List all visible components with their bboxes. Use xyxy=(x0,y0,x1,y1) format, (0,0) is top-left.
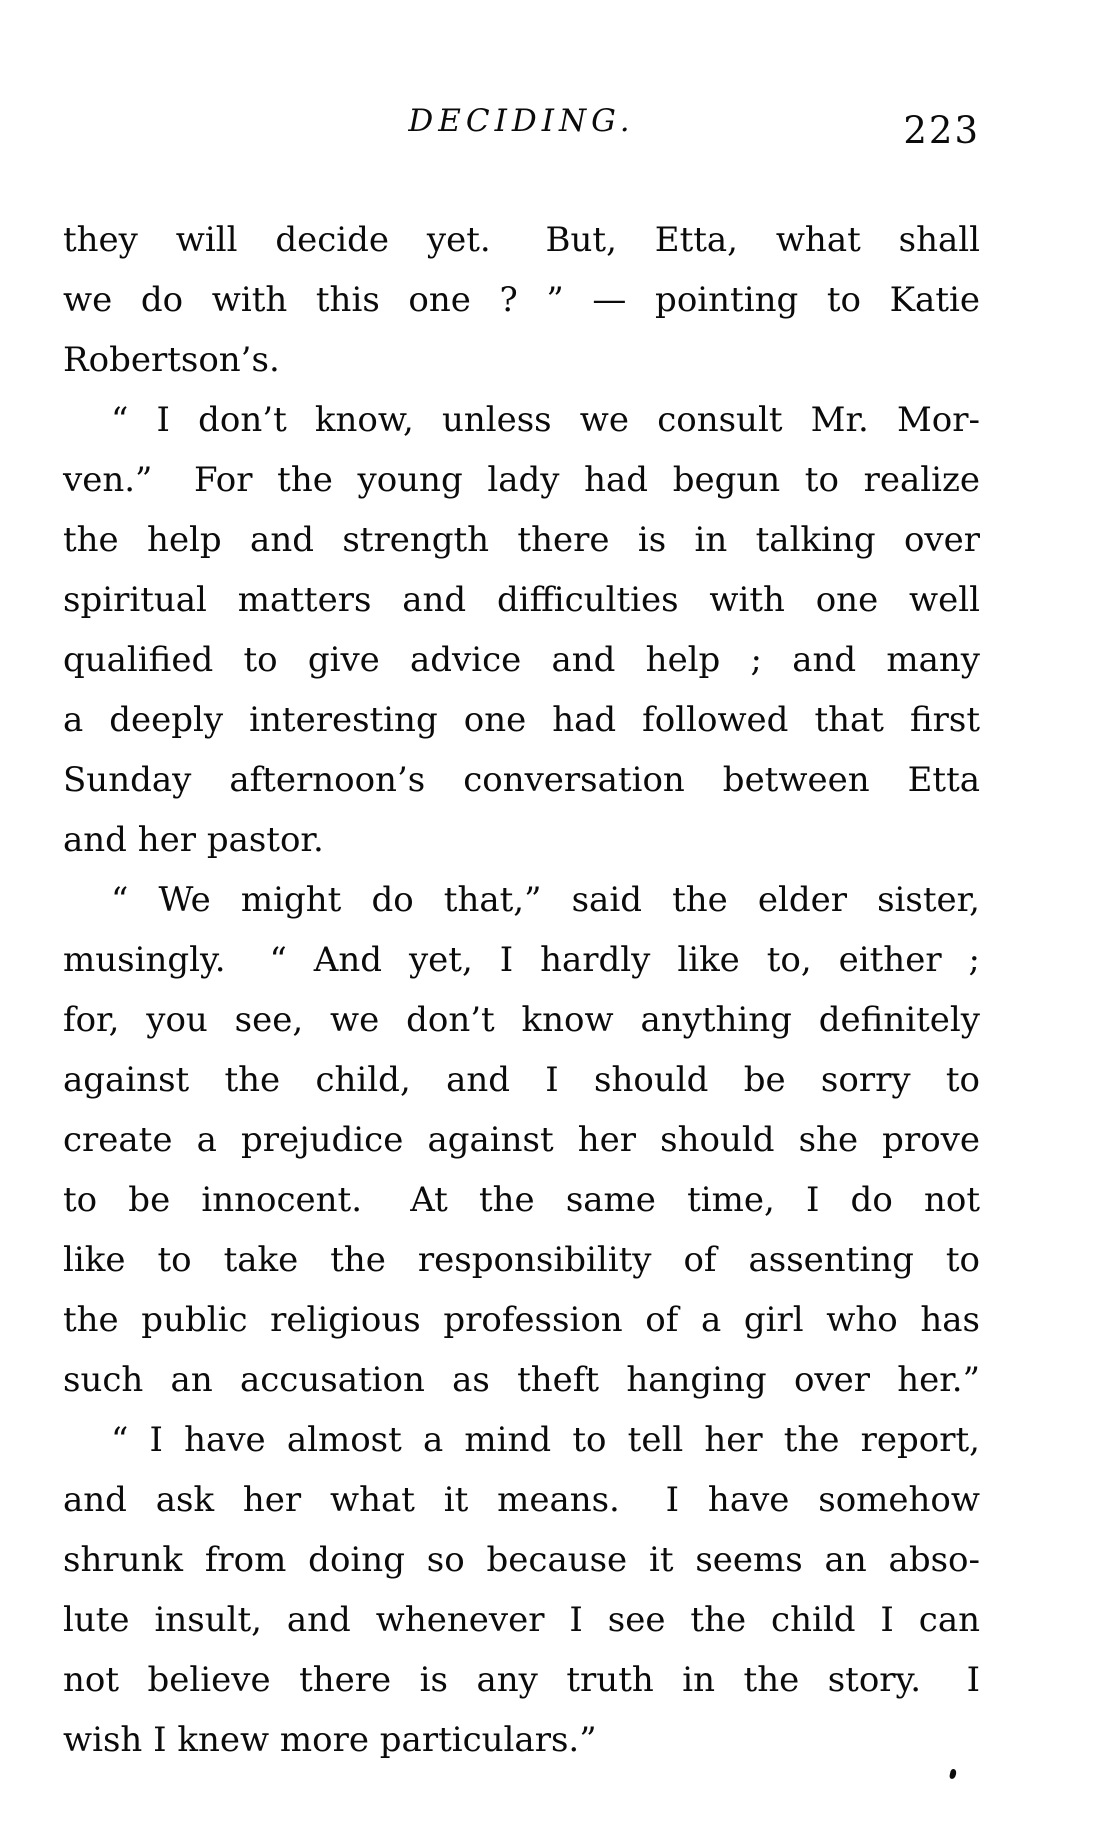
text-line: “ We might do that,” said the elder sister, xyxy=(111,880,980,920)
text-line: lute insult, and whenever I see the child I can xyxy=(63,1600,980,1640)
text-line: shrunk from doing so because it seems an abso- xyxy=(63,1540,980,1580)
text-line: against the child, and I should be sorry to xyxy=(63,1060,980,1100)
text-line: spiritual matters and difficulties with one well xyxy=(63,580,980,620)
text-line: the help and strength there is in talking over xyxy=(63,520,980,560)
text-line: like to take the responsibility of assenting to xyxy=(63,1240,980,1280)
text-line: musingly. “ And yet, I hardly like to, either ; xyxy=(63,940,980,980)
ink-speck-artifact xyxy=(949,1768,957,1779)
body-text xyxy=(63,210,980,1770)
text-line: Robertson’s. xyxy=(63,340,280,380)
text-line: “ I have almost a mind to tell her the report, xyxy=(111,1420,980,1460)
text-line: they will decide yet. But, Etta, what shall xyxy=(63,220,980,260)
text-line: wish I knew more particulars.” xyxy=(63,1720,597,1760)
text-line: to be innocent. At the same time, I do not xyxy=(63,1180,980,1220)
text-line: Sunday afternoon’s conversation between Etta xyxy=(63,760,980,800)
chapter-title: DECIDING. xyxy=(408,103,635,139)
text-line: for, you see, we don’t know anything definitely xyxy=(63,1000,980,1040)
text-line: not believe there is any truth in the story. I xyxy=(63,1660,980,1700)
text-line: we do with this one ? ” — pointing to Katie xyxy=(63,280,980,320)
text-line: create a prejudice against her should she prove xyxy=(63,1120,980,1160)
text-line: the public religious profession of a girl who has xyxy=(63,1300,980,1340)
text-line: and her pastor. xyxy=(63,820,324,860)
running-header xyxy=(63,98,980,170)
text-line: ven.” For the young lady had begun to realize xyxy=(63,460,980,500)
text-line: qualified to give advice and help ; and many xyxy=(63,640,980,680)
text-line: and ask her what it means. I have somehow xyxy=(63,1480,980,1520)
text-line: “ I don’t know, unless we consult Mr. Mor- xyxy=(111,400,980,440)
text-line: such an accusation as theft hanging over her.” xyxy=(63,1360,980,1400)
page-number: 223 xyxy=(903,109,980,152)
text-line: a deeply interesting one had followed that first xyxy=(63,700,980,740)
